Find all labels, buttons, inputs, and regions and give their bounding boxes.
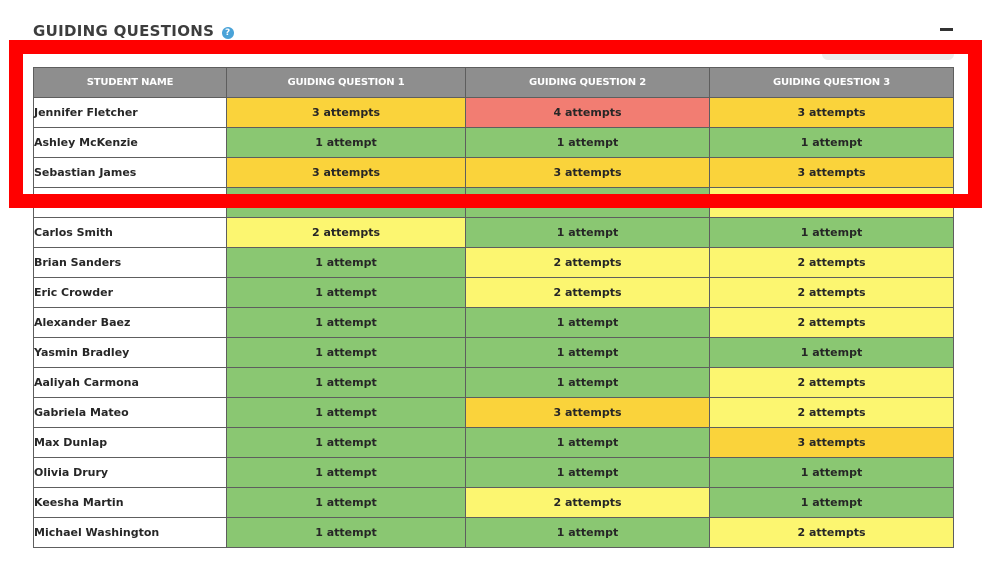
attempts-cell-q3[interactable]: 2 attempts [710,248,954,278]
collapse-minus-icon[interactable] [940,28,953,31]
attempts-cell-q3[interactable]: 1 attempt [710,488,954,518]
attempts-cell-q3[interactable]: 2 attempts [710,278,954,308]
table-row [34,158,954,188]
attempts-cell-q1[interactable]: 1 attempt [227,278,466,308]
attempts-cell-q3[interactable]: 2 attempts [710,308,954,338]
table-row [34,98,954,128]
attempts-cell-q2[interactable]: 2 attempts [466,278,710,308]
student-name-cell[interactable]: Brian Sanders [34,248,227,278]
attempts-cell-q2[interactable]: 3 attempts [466,158,710,188]
attempts-cell-q3[interactable]: 1 attempt [710,338,954,368]
attempts-cell-q2[interactable]: 1 attempt [466,128,710,158]
attempts-cell-q3[interactable]: 3 attempts [710,158,954,188]
partially-hidden-button[interactable] [822,48,954,60]
attempts-cell-q2[interactable]: 1 attempt [466,458,710,488]
attempts-cell-q1[interactable]: 2 attempts [227,218,466,248]
student-name-cell[interactable]: Carlos Smith [34,218,227,248]
header-guiding-question-2: GUIDING QUESTION 2 [466,68,710,98]
table-row [34,338,954,368]
attempts-cell-q2[interactable]: 2 attempts [466,488,710,518]
table-row [34,218,954,248]
question-circle-icon[interactable]: ? [222,27,234,39]
student-name-cell[interactable]: Keesha Martin [34,488,227,518]
table-row [34,458,954,488]
student-name-cell[interactable]: Jennifer Fletcher [34,98,227,128]
attempts-cell-q2[interactable]: 2 attempts [466,248,710,278]
attempts-cell-q1[interactable]: 1 attempt [227,128,466,158]
student-name-cell[interactable]: Michael Washington [34,518,227,548]
attempts-cell-q2[interactable]: 1 attempt [466,338,710,368]
attempts-cell-q1[interactable]: 3 attempts [227,158,466,188]
attempts-cell-q2[interactable] [466,188,710,218]
attempts-cell-q2[interactable]: 3 attempts [466,398,710,428]
attempts-cell-q2[interactable]: 1 attempt [466,368,710,398]
table-row [34,278,954,308]
attempts-cell-q3[interactable]: 1 attempt [710,218,954,248]
attempts-cell-q3[interactable]: 1 attempt [710,128,954,158]
attempts-cell-q1[interactable]: 1 attempt [227,248,466,278]
attempts-cell-q2[interactable]: 1 attempt [466,218,710,248]
table-row [34,428,954,458]
table-row [34,128,954,158]
student-name-cell[interactable]: Alexander Baez [34,308,227,338]
table-row [34,488,954,518]
table-row [34,308,954,338]
student-name-cell[interactable]: Sebastian James [34,158,227,188]
attempts-cell-q2[interactable]: 1 attempt [466,428,710,458]
table-row [34,188,954,218]
attempts-cell-q1[interactable]: 1 attempt [227,518,466,548]
table-row [34,398,954,428]
guiding-questions-table [33,67,954,548]
attempts-cell-q3[interactable]: 2 attempts [710,398,954,428]
attempts-cell-q1[interactable]: 1 attempt [227,338,466,368]
attempts-cell-q1[interactable] [227,188,466,218]
student-name-cell[interactable]: Olivia Drury [34,458,227,488]
attempts-cell-q3[interactable] [710,188,954,218]
student-name-cell[interactable] [34,188,227,218]
header-guiding-question-1: GUIDING QUESTION 1 [227,68,466,98]
table-header-row [34,68,954,98]
attempts-cell-q1[interactable]: 1 attempt [227,398,466,428]
attempts-cell-q3[interactable]: 2 attempts [710,518,954,548]
attempts-cell-q1[interactable]: 3 attempts [227,98,466,128]
attempts-cell-q3[interactable]: 1 attempt [710,458,954,488]
attempts-cell-q3[interactable]: 3 attempts [710,428,954,458]
student-name-cell[interactable]: Eric Crowder [34,278,227,308]
student-name-cell[interactable]: Max Dunlap [34,428,227,458]
header-student-name: STUDENT NAME [34,68,227,98]
attempts-cell-q1[interactable]: 1 attempt [227,458,466,488]
student-name-cell[interactable]: Gabriela Mateo [34,398,227,428]
table-row [34,518,954,548]
table-row [34,248,954,278]
attempts-cell-q2[interactable]: 1 attempt [466,518,710,548]
student-name-cell[interactable]: Yasmin Bradley [34,338,227,368]
attempts-cell-q2[interactable]: 4 attempts [466,98,710,128]
attempts-cell-q2[interactable]: 1 attempt [466,308,710,338]
section-title-text: GUIDING QUESTIONS [33,22,215,40]
attempts-cell-q1[interactable]: 1 attempt [227,308,466,338]
student-name-cell[interactable]: Aaliyah Carmona [34,368,227,398]
attempts-cell-q1[interactable]: 1 attempt [227,428,466,458]
header-guiding-question-3: GUIDING QUESTION 3 [710,68,954,98]
table-row [34,368,954,398]
attempts-cell-q3[interactable]: 2 attempts [710,368,954,398]
student-name-cell[interactable]: Ashley McKenzie [34,128,227,158]
attempts-cell-q1[interactable]: 1 attempt [227,368,466,398]
section-title [33,20,234,40]
attempts-cell-q1[interactable]: 1 attempt [227,488,466,518]
attempts-cell-q3[interactable]: 3 attempts [710,98,954,128]
